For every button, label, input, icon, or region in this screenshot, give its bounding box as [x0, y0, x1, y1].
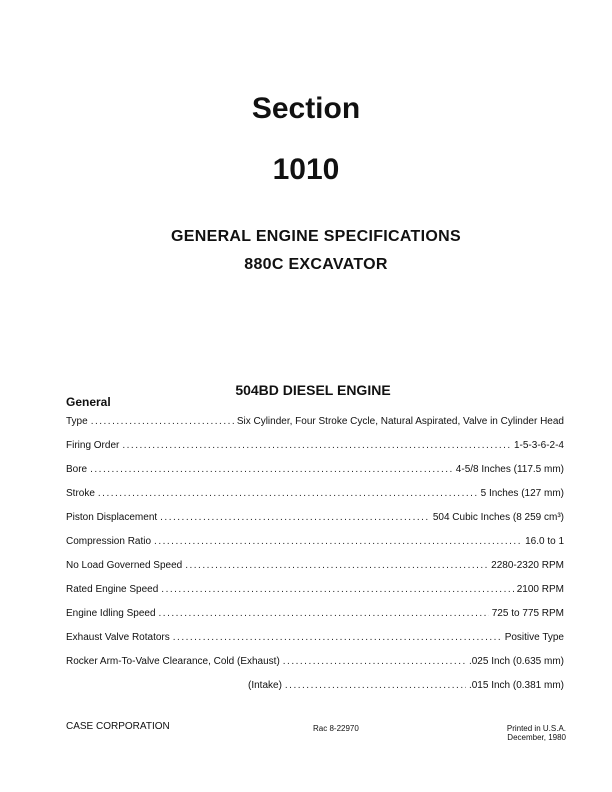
dot-leader [285, 680, 466, 691]
spec-row [66, 680, 564, 704]
spec-value: .015 Inch (0.381 mm) [468, 680, 564, 691]
spec-value: Positive Type [504, 632, 564, 643]
spec-label: Rocker Arm-To-Valve Clearance, Cold (Exhaust) [66, 656, 280, 667]
spec-label: (Intake) [248, 680, 282, 691]
section-label: Section [251, 92, 361, 125]
dot-leader [159, 608, 489, 619]
document-subtitle: 880C EXCAVATOR [244, 256, 388, 273]
dot-leader [122, 440, 511, 451]
spec-list [66, 416, 564, 704]
footer-company: CASE CORPORATION [66, 721, 170, 732]
dot-leader [160, 512, 430, 523]
spec-row [66, 536, 564, 560]
spec-label: Compression Ratio [66, 536, 152, 547]
spec-value: 4-5/8 Inches (117.5 mm) [455, 464, 564, 475]
footer-print-info [486, 724, 566, 742]
spec-label: Bore [66, 464, 88, 475]
spec-label: Rated Engine Speed [66, 584, 159, 595]
spec-row [66, 608, 564, 632]
dot-leader [154, 536, 522, 547]
general-heading: General [66, 395, 111, 409]
spec-row [66, 464, 564, 488]
spec-value: .025 Inch (0.635 mm) [468, 656, 564, 667]
footer-date: December, 1980 [507, 733, 566, 742]
spec-row [66, 656, 564, 680]
section-number: 1010 [272, 153, 340, 186]
spec-value: 1-5-3-6-2-4 [513, 440, 564, 451]
spec-value: 2280-2320 RPM [491, 560, 564, 571]
spec-label: No Load Governed Speed [66, 560, 183, 571]
footer-document-code: Rac 8-22970 [313, 724, 359, 733]
document-title: GENERAL ENGINE SPECIFICATIONS [171, 228, 461, 245]
dot-leader [283, 656, 466, 667]
spec-value: 5 Inches (127 mm) [480, 488, 564, 499]
footer-printed: Printed in U.S.A. [506, 724, 566, 733]
spec-row [66, 488, 564, 512]
spec-value: 504 Cubic Inches (8 259 cm³) [432, 512, 564, 523]
spec-row [66, 560, 564, 584]
spec-label: Exhaust Valve Rotators [66, 632, 170, 643]
spec-label: Engine Idling Speed [66, 608, 156, 619]
spec-row [66, 584, 564, 608]
spec-label: Type [66, 416, 88, 427]
spec-row [66, 632, 564, 656]
dot-leader [185, 560, 488, 571]
dot-leader [98, 488, 478, 499]
spec-label: Stroke [66, 488, 95, 499]
dot-leader [91, 416, 234, 427]
spec-value: 725 to 775 RPM [491, 608, 564, 619]
spec-row [66, 416, 564, 440]
dot-leader [173, 632, 502, 643]
spec-row [66, 440, 564, 464]
engine-title: 504BD DIESEL ENGINE [235, 382, 391, 398]
spec-value: 2100 RPM [516, 584, 564, 595]
spec-label: Piston Displacement [66, 512, 158, 523]
spec-value: Six Cylinder, Four Stroke Cycle, Natural Aspirated, Valve in Cylinder Head [236, 416, 564, 427]
spec-row [66, 512, 564, 536]
spec-value: 16.0 to 1 [525, 536, 564, 547]
dot-leader [90, 464, 453, 475]
dot-leader [161, 584, 513, 595]
spec-label: Firing Order [66, 440, 120, 451]
